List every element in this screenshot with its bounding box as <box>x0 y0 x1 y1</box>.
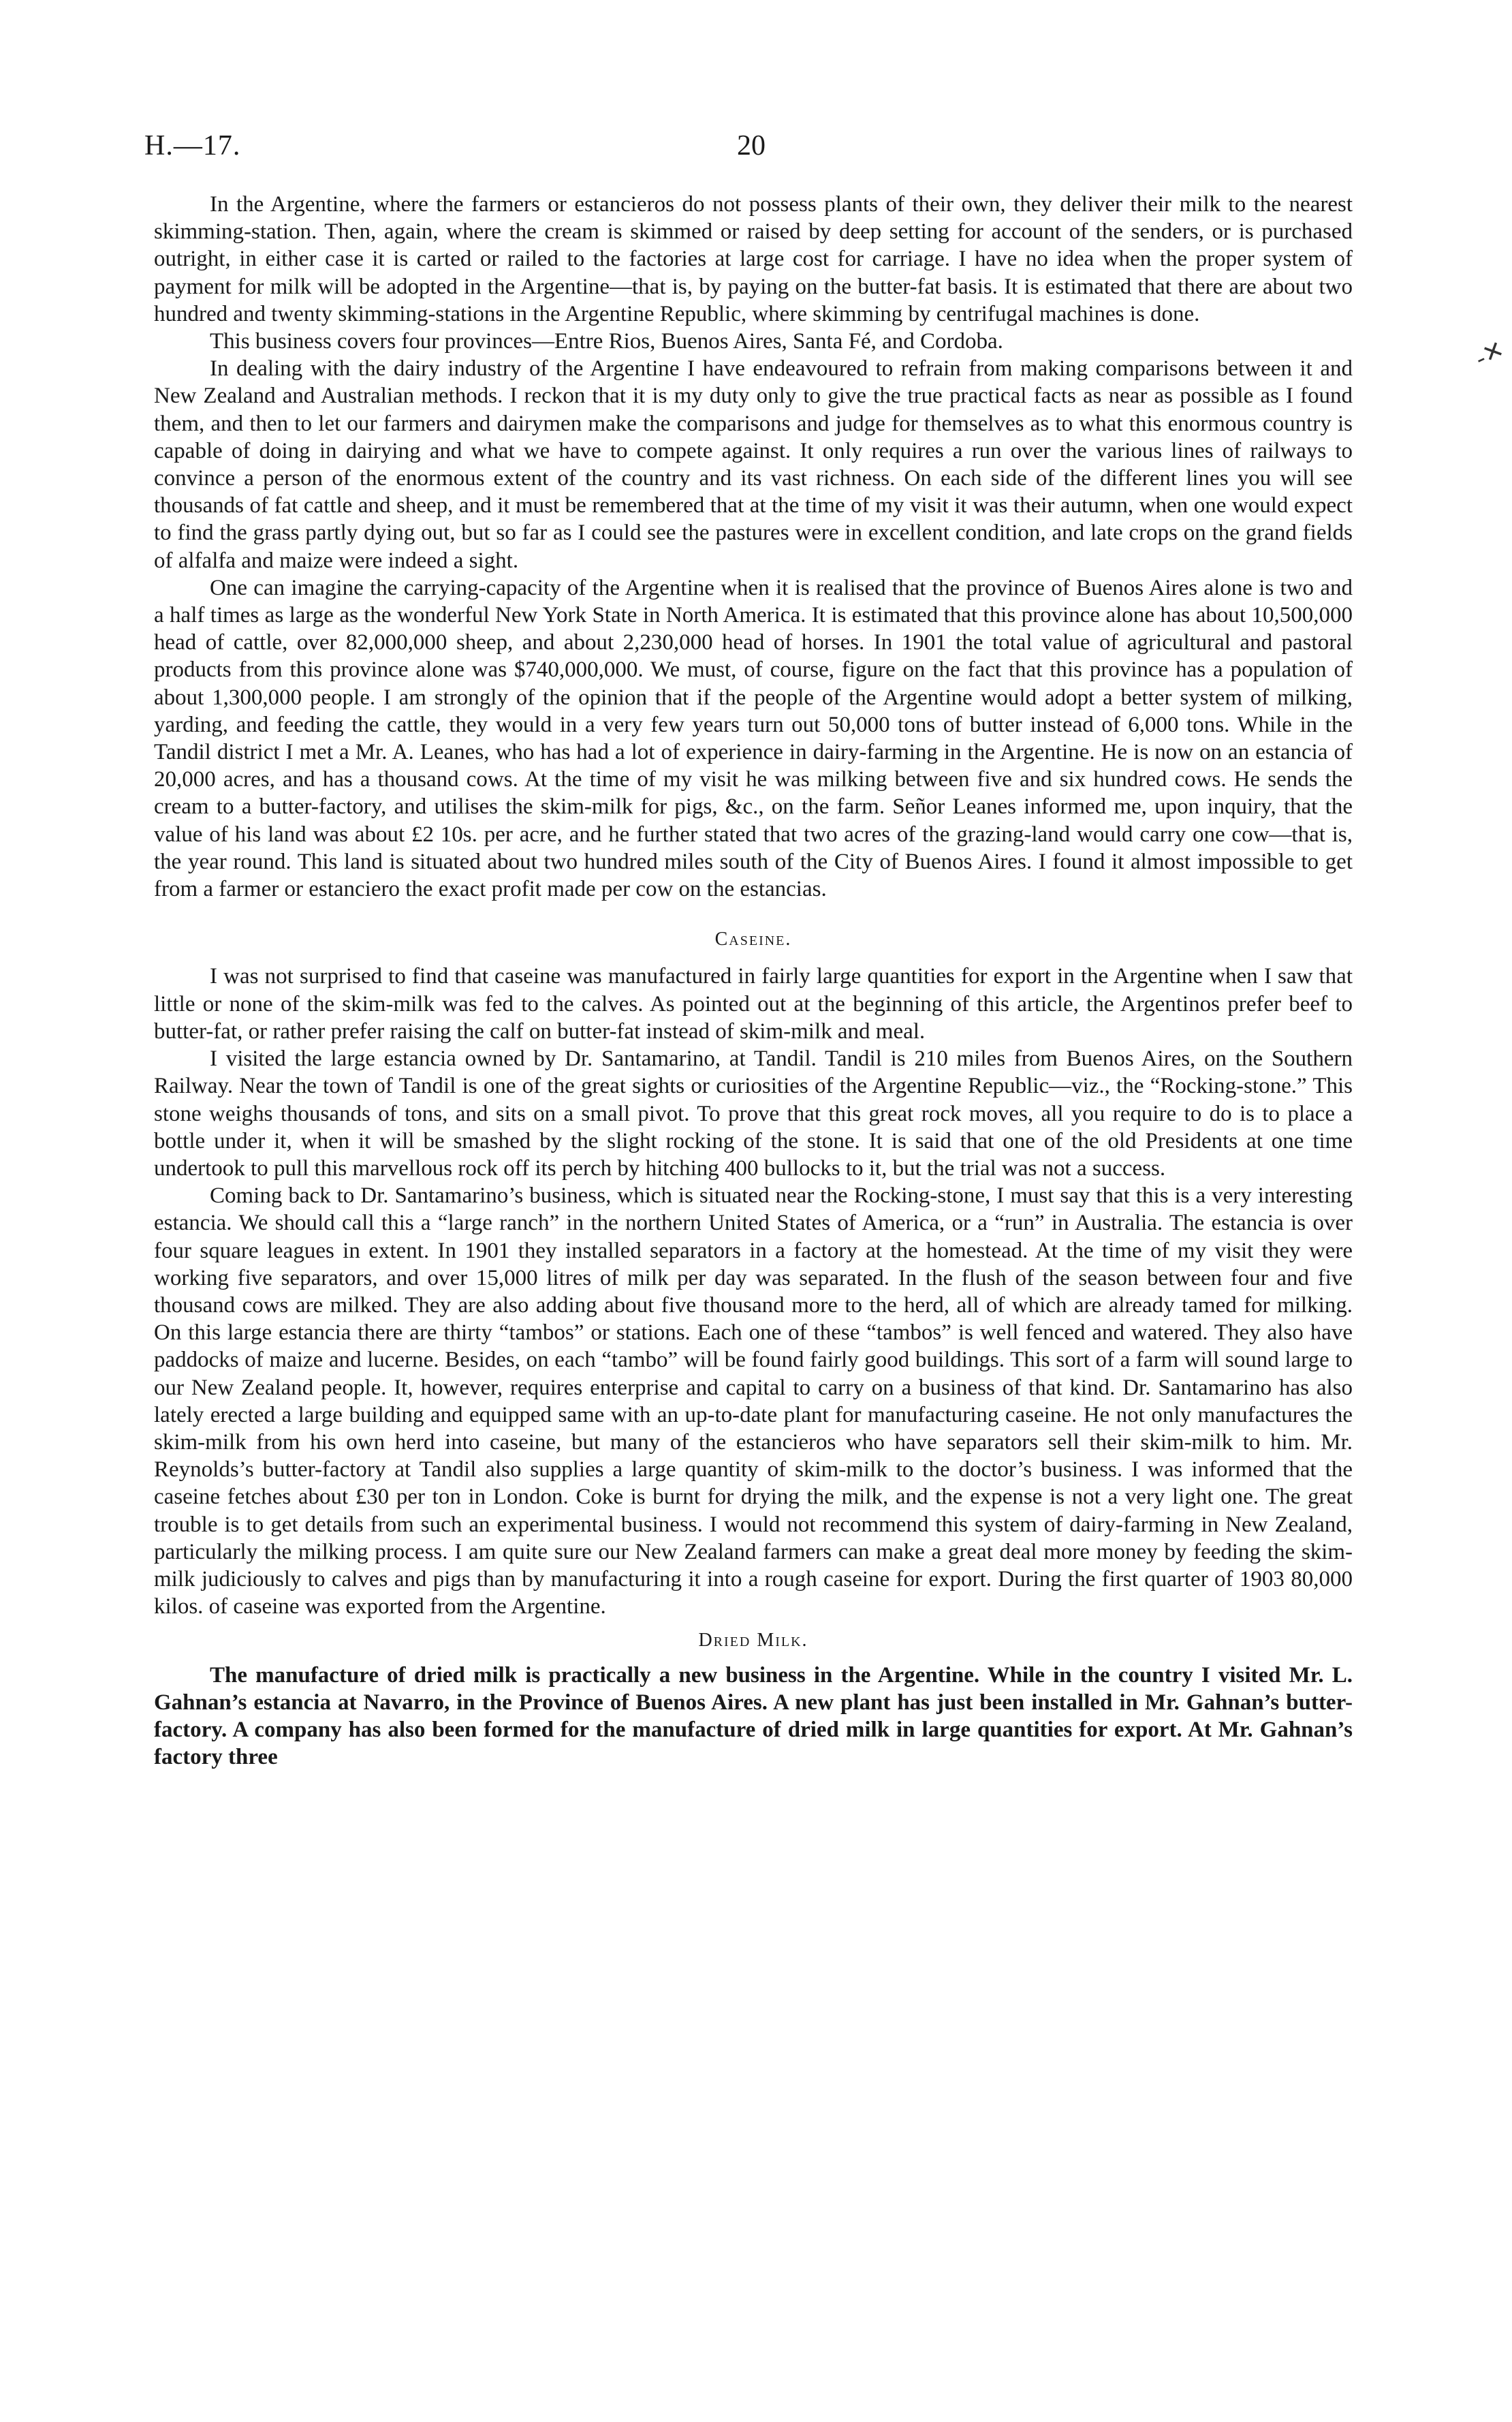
paragraph: This business covers four provinces—Entre Rios, Buenos Aires, Santa Fé, and Cordoba. <box>210 329 1003 354</box>
section-heading-dried-milk: Dried Milk. <box>698 1630 808 1651</box>
paragraph: I was not surprised to find that caseine was manufactured in fairly large quantities for export in the Argentine when I saw that little or none of the skim-milk was fed to the calves. As pointed out at the beginning of this article, the Argentinos prefer beef to butter-fat, or rather prefer raising the calf on butter-fat instead of skim-milk and meal. <box>154 964 1353 1044</box>
document-reference: H.—17. <box>144 130 241 161</box>
paragraph: In the Argentine, where the farmers or estancieros do not possess plants of their own, they deliver their milk to the nearest skimming-station. Then, again, where the cream is skimmed or raised by deep setting for account of the senders, or is purchased outright, in either case it is carted or railed to the factories at large cost for carriage. I have no idea when the proper system of payment for milk will be adopted in the Argentine—that is, by paying on the butter-fat basis. It is estimated that there are about two hundred and twenty skimming-stations in the Argentine Republic, where skimming by centrifugal machines is done. <box>154 192 1353 326</box>
body-text <box>154 191 1353 1771</box>
margin-mark: -✕ <box>1470 335 1509 373</box>
page-number: 20 <box>737 130 766 161</box>
paragraph: In dealing with the dairy industry of the Argentine I have endeavoured to refrain from making comparisons between it and New Zealand and Australian methods. I reckon that it is my duty only to give the true practical facts as near as possible as I found them, and then to let our farmers and dairymen make the comparisons and judge for themselves as to what this enormous country is capable of doing in dairying and what we have to compete against. It only requires a run over the various lines of railways to convince a person of the enormous extent of the country and its vast richness. On each side of the different lines you will see thousands of fat cattle and sheep, and it must be remembered that at the time of my visit it was their autumn, when one would expect to find the grass partly dying out, but so far as I could see the pastures were in excellent condition, and late crops on the grand fields of alfalfa and maize were indeed a sight. <box>154 356 1353 573</box>
paragraph: The manufacture of dried milk is practically a new business in the Argentine. While in the country I visited Mr. L. Gahnan’s estancia at Navarro, in the Province of Buenos Aires. A new plant has just been installed in Mr. Gahnan’s butter-factory. A company has also been formed for the manufacture of dried milk in large quantities for export. At Mr. Gahnan’s factory three <box>154 1662 1353 1770</box>
paragraph: Coming back to Dr. Santamarino’s business, which is situated near the Rocking-stone, I must say that this is a very interesting estancia. We should call this a “large ranch” in the northern United States of America, or a “run” in Australia. The estancia is over four square leagues in extent. In 1901 they installed separators in a factory at the homestead. At the time of my visit they were working five separators, and over 15,000 litres of milk per day was separated. In the flush of the season between four and five thousand cows are milked. They are also adding about five thousand more to the herd, all of which are already tamed for milking. On this large estancia there are thirty “tambos” or stations. Each one of these “tambos” is well fenced and watered. They also have paddocks of maize and lucerne. Besides, on each “tambo” will be found fairly good buildings. This sort of a farm will sound large to our New Zealand people. It, however, requires enterprise and capital to carry on a business of that kind. Dr. Santamarino has also lately erected a large building and equipped same with an up-to-date plant for manufacturing caseine. He not only manufactures the skim-milk from his own herd into caseine, but many of the estancieros who have separators sell their skim-milk to him. Mr. Reynolds’s butter-factory at Tandil also supplies a large quantity of skim-milk to the doctor’s business. I was informed that the caseine fetches about £30 per ton in London. Coke is burnt for drying the milk, and the expense is not a very light one. The great trouble is to get details from such an experimental business. I would not recommend this system of dairy-farming in New Zealand, particularly the milking process. I am quite sure our New Zealand farmers can make a great deal more money by feeding the skim-milk judiciously to calves and pigs than by manufacturing it into a rough caseine for export. During the first quarter of 1903 80,000 kilos. of caseine was exported from the Argentine. <box>154 1183 1353 1619</box>
page-header <box>144 129 1351 170</box>
paragraph: One can imagine the carrying-capacity of the Argentine when it is realised that the province of Buenos Aires alone is two and a half times as large as the wonderful New York State in North America. It is estimated that this province alone has about 10,500,000 head of cattle, over 82,000,000 sheep, and about 2,230,000 head of horses. In 1901 the total value of agricultural and pastoral products from this province alone was $740,000,000. We must, of course, figure on the fact that this province has a population of about 1,300,000 people. I am strongly of the opinion that if the people of the Argentine would adopt a better system of milking, yarding, and feeding the cattle, they would in a very few years turn out 50,000 tons of butter instead of 6,000 tons. While in the Tandil district I met a Mr. A. Leanes, who has had a lot of experience in dairy-farming in the Argentine. He is now on an estancia of 20,000 acres, and has a thousand cows. At the time of my visit he was milking between five and six hundred cows. He sends the cream to a butter-factory, and utilises the skim-milk for pigs, &c., on the farm. Señor Leanes informed me, upon inquiry, that the value of his land was about £2 10s. per acre, and he further stated that two acres of the grazing-land would carry one cow—that is, the year round. This land is situated about two hundred miles south of the City of Buenos Aires. I found it almost impossible to get from a farmer or estanciero the exact profit made per cow on the estancias. <box>154 575 1353 902</box>
paragraph: I visited the large estancia owned by Dr. Santamarino, at Tandil. Tandil is 210 miles from Buenos Aires, on the Southern Railway. Near the town of Tandil is one of the great sights or curiosities of the Argentine Republic—viz., the “Rocking-stone.” This stone weighs thousands of tons, and sits on a small pivot. To prove that this great rock moves, all you require to do is to place a bottle under it, when it will be smashed by the slight rocking of the stone. It is said that one of the old Presidents at one time undertook to pull this marvellous rock off its perch by hitching 400 bullocks to it, but the trial was not a success. <box>154 1046 1353 1181</box>
section-heading-caseine: Caseine. <box>714 929 792 950</box>
